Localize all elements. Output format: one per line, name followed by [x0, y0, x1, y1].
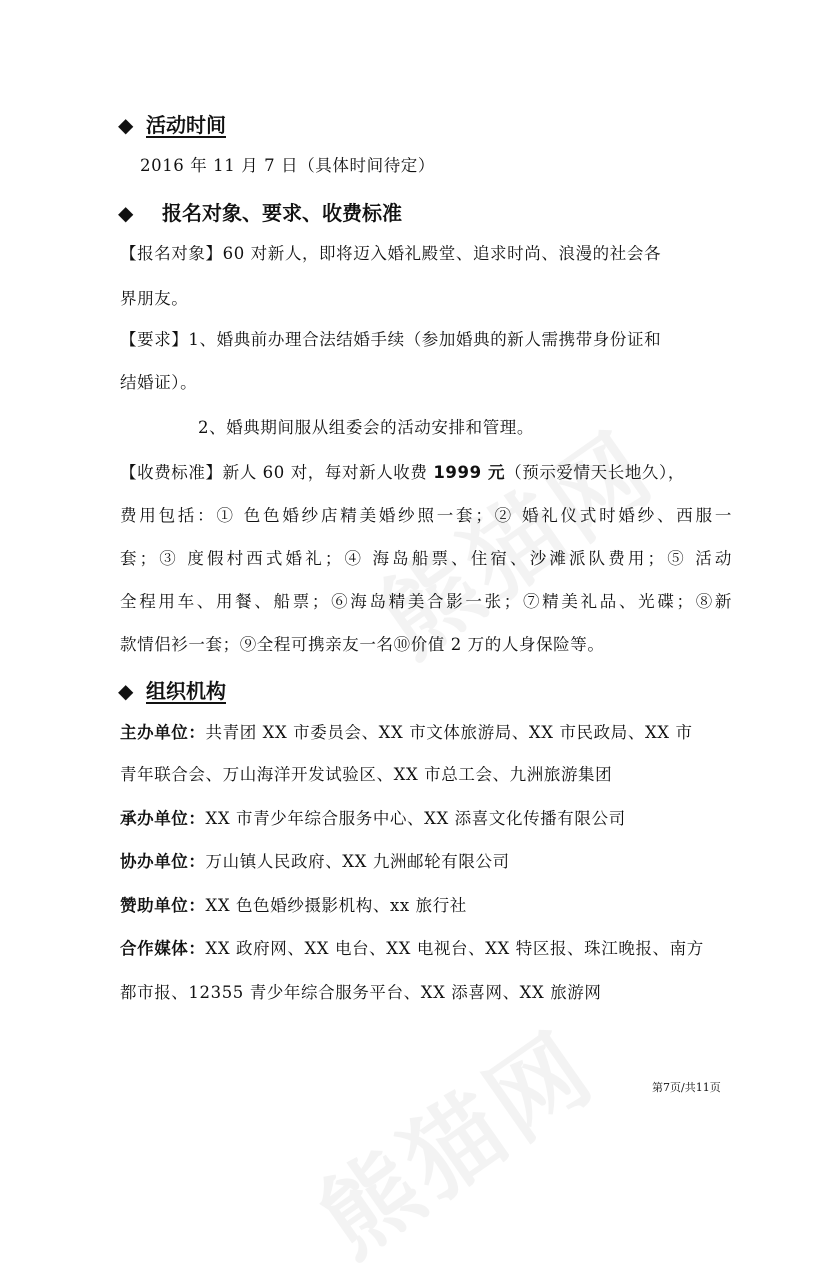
sponsor-line	[120, 895, 732, 917]
fee-line-4: 全程用车、用餐、船票；⑥海岛精美合影一张；⑦精美礼品、光碟；⑧新	[120, 592, 732, 611]
text: XX 色色婚纱摄影机构、xx 旅行社	[205, 896, 467, 915]
text: 共青团 XX 市委员会、XX 市文体旅游局、XX 市民政局、XX 市	[205, 723, 693, 742]
section-heading-time	[118, 110, 226, 140]
text: XX 市青少年综合服务中心、XX 添喜文化传播有限公司	[205, 809, 626, 828]
fee-line-3: 套；③ 度假村西式婚礼；④ 海岛船票、住宿、沙滩派队费用；⑤ 活动	[120, 549, 732, 568]
fee-line-2: 费用包括：① 色色婚纱店精美婚纱照一套；② 婚礼仪式时婚纱、西服一	[120, 506, 732, 525]
label: 【报名对象】	[120, 244, 223, 263]
host-line-2: 青年联合会、万山海洋开发试验区、XX 市总工会、九洲旅游集团	[120, 765, 613, 784]
signup-object-line-1	[120, 243, 732, 265]
label: 承办单位：	[120, 809, 206, 828]
media-line-2: 都市报、12355 青少年综合服务平台、XX 添喜网、XX 旅游网	[120, 983, 602, 1002]
text: 新人 60 对，每对新人收费	[222, 463, 434, 482]
label: 赞助单位：	[120, 896, 206, 915]
requirement-line-3: 2、婚典期间服从组委会的活动安排和管理。	[198, 418, 534, 437]
diamond-bullet-icon: ◆	[118, 201, 134, 225]
host-line-1	[120, 722, 732, 744]
label: 合作媒体：	[120, 939, 206, 958]
label: 【要求】	[120, 330, 189, 349]
time-text: 2016 年 11 月 7 日（具体时间待定）	[140, 156, 436, 175]
heading-title: 活动时间	[146, 113, 226, 137]
section-heading-org	[118, 676, 226, 706]
label: 协办单位：	[120, 852, 206, 871]
requirement-line-1	[120, 329, 732, 351]
diamond-bullet-icon: ◆	[118, 679, 134, 703]
diamond-bullet-icon: ◆	[118, 113, 134, 137]
text: （预示爱情天长地久），	[505, 463, 685, 482]
requirement-line-2: 结婚证）。	[120, 373, 198, 392]
fee-line-1	[120, 462, 732, 484]
page-number: 第7页/共11页	[652, 1081, 721, 1094]
organizer-line	[120, 808, 732, 830]
text: 万山镇人民政府、XX 九洲邮轮有限公司	[205, 852, 510, 871]
heading-title: 组织机构	[146, 679, 226, 703]
fee-line-5: 款情侣衫一套；⑨全程可携亲友一名⑩价值 2 万的人身保险等。	[120, 635, 605, 654]
label: 【收费标准】	[120, 463, 223, 482]
label: 主办单位：	[120, 723, 206, 742]
text: 1、婚典前办理合法结婚手续（参加婚典的新人需携带身份证和	[188, 330, 662, 349]
fee-amount: 1999 元	[433, 463, 506, 482]
text: 60 对新人，即将迈入婚礼殿堂、追求时尚、浪漫的社会各	[222, 244, 662, 263]
text: XX 政府网、XX 电台、XX 电视台、XX 特区报、珠江晚报、南方	[205, 939, 704, 958]
signup-object-line-2: 界朋友。	[120, 289, 189, 308]
media-line-1	[120, 938, 732, 960]
heading-title: 报名对象、要求、收费标准	[162, 201, 402, 225]
co-organizer-line	[120, 851, 732, 873]
section-heading-target	[118, 198, 402, 228]
